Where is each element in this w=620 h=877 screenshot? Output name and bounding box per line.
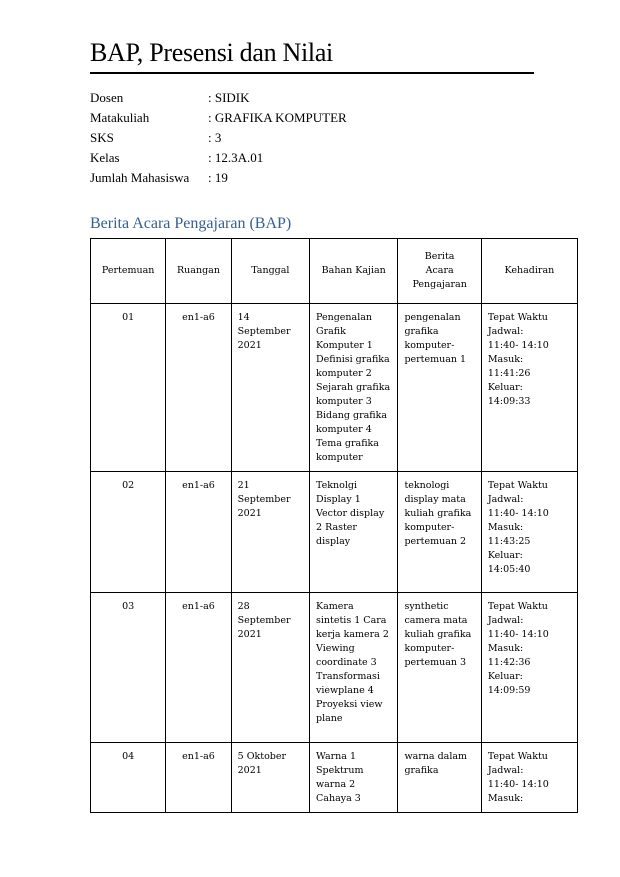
info-row-matakuliah (90, 108, 347, 128)
cell-bahan-kajian: Warna 1 Spektrum warna 2 Cahaya 3 (310, 743, 398, 813)
info-label: Matakuliah (90, 110, 150, 125)
cell-pertemuan: 03 (91, 593, 166, 743)
kehadiran-line: Tepat Waktu (487, 312, 548, 323)
bap-table (90, 238, 578, 813)
course-info (90, 88, 347, 188)
section-title-bap: Berita Acara Pengajaran (BAP) (90, 215, 292, 232)
header-ruangan: Ruangan (166, 239, 231, 304)
kehadiran-line: 14:05:40 (487, 564, 531, 575)
cell-kehadiran (481, 472, 577, 593)
kehadiran-line: 14:09:59 (487, 685, 531, 696)
table-row (91, 472, 578, 593)
cell-tanggal: 5 Oktober 2021 (231, 743, 309, 813)
kehadiran-line: Jadwal: (487, 494, 524, 505)
info-value: : 19 (208, 170, 228, 185)
cell-tanggal: 14 September 2021 (231, 304, 309, 472)
cell-ruangan: en1-a6 (166, 743, 231, 813)
header-berita-acara: Berita Acara Pengajaran (398, 239, 481, 304)
info-label: Dosen (90, 90, 124, 105)
cell-kehadiran (481, 593, 577, 743)
cell-berita-acara: warna dalam grafika (398, 743, 481, 813)
header-tanggal: Tanggal (231, 239, 309, 304)
info-value: : 12.3A.01 (208, 150, 264, 165)
table-row (91, 304, 578, 472)
kehadiran-line: 11:43:25 (487, 536, 531, 547)
info-value: : SIDIK (208, 90, 250, 105)
header-kehadiran: Kehadiran (481, 239, 577, 304)
info-row-kelas (90, 148, 347, 168)
page-title: BAP, Presensi dan Nilai (90, 38, 333, 67)
kehadiran-line: Jadwal: (487, 615, 524, 626)
info-label: Jumlah Mahasiswa (90, 170, 190, 185)
kehadiran-line: 11:42:36 (487, 657, 531, 668)
header-bahan-kajian: Bahan Kajian (310, 239, 398, 304)
kehadiran-line: Keluar: (487, 550, 523, 561)
cell-berita-acara: teknologi display mata kuliah grafika komputer- pertemuan 2 (398, 472, 481, 593)
kehadiran-line: 14:09:33 (487, 396, 531, 407)
table-row (91, 743, 578, 813)
kehadiran-line: Jadwal: (487, 765, 524, 776)
kehadiran-line: Keluar: (487, 671, 523, 682)
kehadiran-line: Tepat Waktu (487, 751, 548, 762)
info-value: : 3 (208, 130, 222, 145)
kehadiran-line: 11:40- 14:10 (487, 629, 549, 640)
kehadiran-line: Masuk: (487, 354, 524, 365)
info-row-sks (90, 128, 347, 148)
kehadiran-line: 11:40- 14:10 (487, 779, 549, 790)
kehadiran-line: Masuk: (487, 522, 524, 533)
table-row (91, 593, 578, 743)
cell-bahan-kajian: Pengenalan Grafik Komputer 1 Definisi grafika komputer 2 Sejarah grafika komputer 3 Bidang grafika komputer 4 Tema grafika komputer (310, 304, 398, 472)
kehadiran-line: 11:40- 14:10 (487, 508, 549, 519)
table-body (91, 304, 578, 813)
cell-ruangan: en1-a6 (166, 593, 231, 743)
info-value: : GRAFIKA KOMPUTER (208, 110, 347, 125)
kehadiran-line: 11:40- 14:10 (487, 340, 549, 351)
cell-ruangan: en1-a6 (166, 304, 231, 472)
cell-bahan-kajian: Kamera sintetis 1 Cara kerja kamera 2 Viewing coordinate 3 Transformasi viewplane 4 Proyeksi view plane (310, 593, 398, 743)
cell-ruangan: en1-a6 (166, 472, 231, 593)
table-header-row (91, 239, 578, 304)
kehadiran-line: Jadwal: (487, 326, 524, 337)
cell-pertemuan: 01 (91, 304, 166, 472)
cell-berita-acara: pengenalan grafika komputer- pertemuan 1 (398, 304, 481, 472)
cell-kehadiran (481, 304, 577, 472)
kehadiran-line: Masuk: (487, 643, 524, 654)
title-underline (90, 72, 534, 74)
info-row-dosen (90, 88, 347, 108)
kehadiran-line: Masuk: (487, 793, 524, 804)
cell-pertemuan: 02 (91, 472, 166, 593)
kehadiran-line: Tepat Waktu (487, 601, 548, 612)
info-label: Kelas (90, 150, 120, 165)
cell-kehadiran (481, 743, 577, 813)
cell-bahan-kajian: Teknolgi Display 1 Vector display 2 Raster display (310, 472, 398, 593)
info-row-jumlah-mahasiswa (90, 168, 347, 188)
kehadiran-line: Tepat Waktu (487, 480, 548, 491)
cell-pertemuan: 04 (91, 743, 166, 813)
cell-tanggal: 28 September 2021 (231, 593, 309, 743)
cell-tanggal: 21 September 2021 (231, 472, 309, 593)
kehadiran-line: Keluar: (487, 382, 523, 393)
kehadiran-line: 11:41:26 (487, 368, 531, 379)
info-label: SKS (90, 130, 114, 145)
header-pertemuan: Pertemuan (91, 239, 166, 304)
cell-berita-acara: synthetic camera mata kuliah grafika komputer- pertemuan 3 (398, 593, 481, 743)
